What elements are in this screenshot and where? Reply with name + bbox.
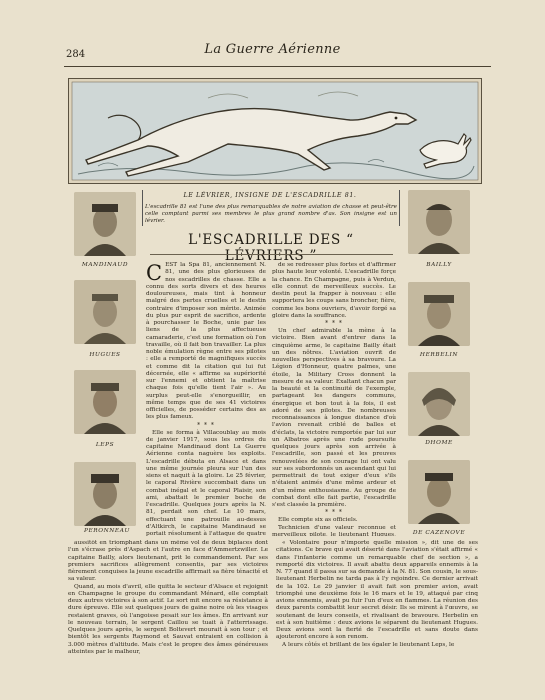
figure-caption-title: LE LÉVRIER, INSIGNE DE L'ESCADRILLE 81. [183, 192, 357, 199]
paragraph: « Volontaire pour n'importe quelle mission », dit une de ses citations. Ce brave qui avait déserté dans l'aviation s'était affirmé « dans l'infanterie comme un remarquable chef de section », a remporté dix victoires. Il avait abattu deux appareils ennemis à la N. 77 quand il passa sur sa demande à la N. 81. Son cousin, le sous-lieutenant Herbelin ne tarda pas à l'y rejoindre. Ce dernier arrivait de la 102. Le 29 janvier il avait fait son premier avion, avait triomphé une deuxième fois le 16 mars et le 19, attaqué par cinq avions ennemis, avait pu fuir l'un d'eux en flammes. La réunion des deux parents combattit leur secret désir. Ils se mirent à l'œuvre, se soutenant de leurs conseils, et rivalisant de bravoure. Herbelin en est à son huitième : deux avions le séparent du lieutenant Hugues. Deux avions sont la fierté de l'escadrille et sans doute dans ajouteront encore à son renom. [276, 540, 478, 641]
pilot-portrait-image [74, 462, 136, 526]
portrait-herbelin [408, 282, 470, 346]
header-rule [64, 66, 491, 67]
paragraph: Un chef admirable la mène à la victoire. Bien avant d'entrer dans la cinquième arme, le capitaine Bailly était un des nôtres. L'aviation ouvrit de nouvelles perspectives à sa bravoure. La Légion d'Honneur, quatre palmes, une étoile, la Military Cross donnent la mesure de sa valeur. Exaltant chacun par la beauté et la continuité de l'exemple, partageant les dangers communs, énergique et bon tout à la fois, il est adoré de ses pilotes. De nombreuses reconnaissances à longue distance d'où l'avion revenait criblé de balles et d'éclats, la victoire remportée par lui sur un Albatros après une rude poursuite quelques jours après son arrivée à l'escadrille, son passé et les preuves renouvelées de son courage lui ont valu sur ses subordonnés un ascendant qui lui permettrait de tout exiger d'eux s'ils n'étaient animés d'une même ardeur et d'un même enthousiasme. Au groupe de combat dont elle fait partie, l'escadrille s'est classée la première. [272, 328, 396, 508]
portrait-label-mandinaud: MANDINAUD [81, 262, 129, 268]
article-lower-column-1 [68, 540, 268, 696]
caption-left-rule [142, 190, 143, 226]
paragraph: aussitôt en triomphant dans un même vol de deux biplaces dont l'un s'écrase près d'Aspach et l'autre en face d'Ammertzwiller. Le capitaine Bailly, alors lieutenant, prit le commandement. Par ses premiers sacrifices allègrement consentis, par ses victoires fièrement conquises la jeune escadrille affirmait sa fière ténacité et sa valeur. [68, 540, 268, 583]
caption-right-rule [399, 190, 400, 226]
pilot-portrait-image [408, 190, 470, 254]
article-column-1 [146, 262, 266, 536]
drop-cap: C [146, 262, 163, 285]
portrait-peronneau [74, 462, 136, 526]
pilot-portrait-image [408, 372, 470, 436]
portrait-label-leps: LEPS [95, 442, 115, 448]
portrait-bailly [408, 190, 470, 254]
pilot-portrait-image [74, 280, 136, 344]
article-title: L'ESCADRILLE DES “ LÉVRIERS ” [188, 232, 354, 264]
section-separator: * * * [197, 421, 215, 429]
page-number: 284 [66, 49, 86, 60]
portrait-mandinaud [74, 192, 136, 256]
pilot-portrait-image [408, 460, 470, 524]
masthead: La Guerre Aérienne [204, 42, 341, 57]
paragraph: Elle compte six as officiels. [278, 517, 358, 524]
portrait-dhome [408, 372, 470, 436]
pilot-portrait-image [74, 192, 136, 256]
portrait-label-dhome: DHOME [425, 440, 453, 446]
paragraph: Technicien d'une valeur reconnue et merveilleux pilote, le lieutenant Hugues, [272, 524, 396, 536]
portrait-hugues [74, 280, 136, 344]
portrait-label-bailly: BAILLY [426, 262, 452, 268]
paragraph: EST la Spa 81, anciennement N. 81, une des plus glorieuses de nos escadrilles de chasse. Elle a connu des sorts divers et des heures douloureuses, mais tint à honneur malgré des pertes cruelles et le destin contraire d'imposer son mérite. Animée du plus pur esprit de sacrifice, ardente à pourchasser le Boche, unie par les liens de la plus affectueuse camaraderie, c'est une formation où l'on travaille, où il fait bon travailler. La plus noble émulation règne entre ses pilotes : elle a remporté de magnifiques succès et comme dit la citation qui lui fut décernée, elle « affirme sa supériorité sur l'ennemi et obtient la maîtrise chaque fois qu'elle tient l'air ». Au surplus peut-elle s'enorgueillir, en même temps que de ses 41 victoires officielles, de posséder certains des as les plus fameux. [146, 262, 266, 421]
paragraph: Quand, au mois d'avril, elle quitta le secteur d'Alsace et rejoignit en Champagne le groupe du commandant Ménard, elle comptait deux autres victoires à son actif. Le sort mit encore sa résistance à dure épreuve. Elle sut quelques jours de gaine noire où les visages restaient graves, où l'angoisse pesait sur les âmes. En arrivant sur le nouveau terrain, le sergent Caillou se tuait à l'atterrissage. Quelques jours après, le sergent Boltevert mourait à son tour ; et bientôt les sergents Raymond et Sauvat entraient en collision à 3.000 mètres d'altitude. Mais c'est le propre des âmes généreuses atteintes par le malheur, [68, 583, 268, 655]
article-lower-column-2 [276, 540, 478, 696]
portrait-label-herbelin: HERBELIN [419, 352, 459, 358]
portrait-label-peronneau: PERONNEAU [83, 528, 131, 534]
portrait-leps [74, 370, 136, 434]
greyhound-banner-illustration [68, 78, 482, 184]
title-rule [150, 254, 393, 255]
paragraph: de se redresser plus fortes et d'affirmer plus haute leur volonté. L'escadrille forçe la chance. En Champagne, puis à Verdun, elle connut de merveilleux succès. Le destin peut la frapper à nouveau : elle supportera les coups sans broncher, fière, comme les bons ouvriers, d'avoir forgé sa gloire dans la souffrance. [272, 262, 396, 319]
section-separator: * * * [325, 509, 343, 517]
paragraph: A leurs côtés et brillant de les égaler le lieutenant Leps, le [282, 641, 455, 648]
section-separator: * * * [325, 320, 343, 327]
portrait-label-de-cazenove: DE CAZENOVE [412, 530, 466, 536]
pilot-portrait-image [408, 282, 470, 346]
paragraph: Elle se forma à Villacoublay au mois de janvier 1917, sous les ordres du capitaine Mandinaud dont La Guerre Aérienne conta naguère les exploits. L'escadrille débuta en Alsace et dans une même journée pleura sur l'un des siens et naquit à la gloire. Le 25 février, le caporal Rivière succombait dans un combat inégal et le caporal Plaisir, son ami, abattait le premier boche de l'escadrille. Quelques jours après la N. 81, perdait son chef. Le 10 mars, effectuant une patrouille au-dessus d'Altkirch, le capitaine Mandinaud se portait résolument à l'attaque de quatre [146, 429, 266, 536]
figure-caption-text: L'escadrille 81 est l'une des plus remarquables de notre aviation de chasse et peut-être celle comptant parmi ses membres le plus grand nombre d'as. Son insigne est un lévrier. [145, 204, 397, 224]
portrait-label-hugues: HUGUES [89, 352, 121, 358]
article-column-2 [272, 262, 396, 536]
portrait-de-cazenove [408, 460, 470, 524]
pilot-portrait-image [74, 370, 136, 434]
